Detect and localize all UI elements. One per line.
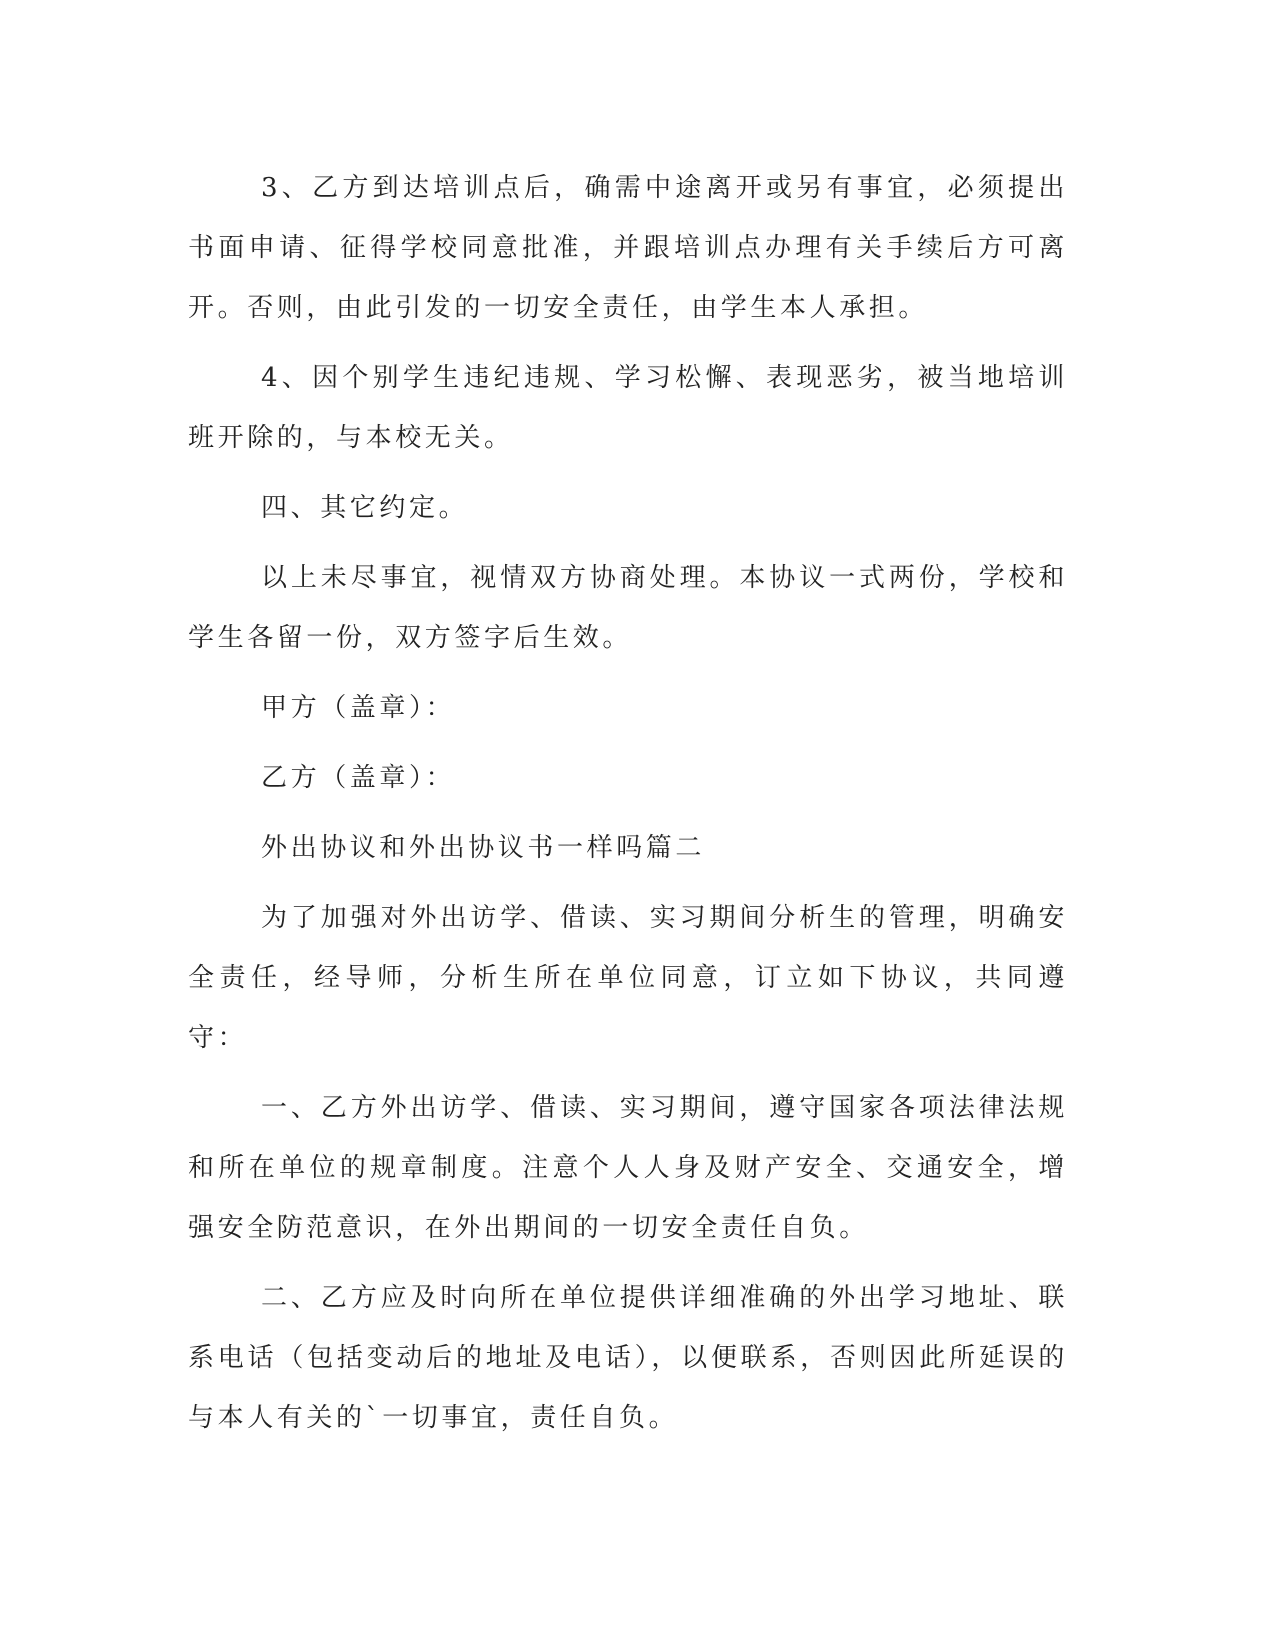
paragraph-item-two: 二、乙方应及时向所在单位提供详细准确的外出学习地址、联系电话（包括变动后的地址及电话），以便联系，否则因此所延误的与本人有关的`一切事宜，责任自负。 bbox=[188, 1283, 1068, 1433]
section-heading-other-agreements: 四、其它约定。 bbox=[261, 493, 469, 523]
party-b-seal-line: 乙方（盖章）： bbox=[261, 763, 456, 793]
party-a-seal-line: 甲方（盖章）： bbox=[261, 693, 456, 723]
paragraph-clause-3: 3、乙方到达培训点后，确需中途离开或另有事宜，必须提出书面申请、征得学校同意批准，并跟培训点办理有关手续后方可离开。否则，由此引发的一切安全责任，由学生本人承担。 bbox=[188, 173, 1068, 323]
paragraph-purpose: 为了加强对外出访学、借读、实习期间分析生的管理，明确安全责任，经导师，分析生所在单位同意，订立如下协议，共同遵守： bbox=[188, 903, 1068, 1053]
paragraph-unresolved-matters: 以上未尽事宜，视情双方协商处理。本协议一式两份，学校和学生各留一份，双方签字后生效。 bbox=[188, 563, 1068, 653]
paragraph-item-one: 一、乙方外出访学、借读、实习期间，遵守国家各项法律法规和所在单位的规章制度。注意个人人身及财产安全、交通安全，增强安全防范意识，在外出期间的一切安全责任自负。 bbox=[188, 1093, 1068, 1243]
paragraph-clause-4: 4、因个别学生违纪违规、学习松懈、表现恶劣，被当地培训班开除的，与本校无关。 bbox=[188, 363, 1068, 453]
document-body bbox=[188, 158, 1068, 1458]
document-title-part-two: 外出协议和外出协议书一样吗篇二 bbox=[261, 833, 706, 863]
